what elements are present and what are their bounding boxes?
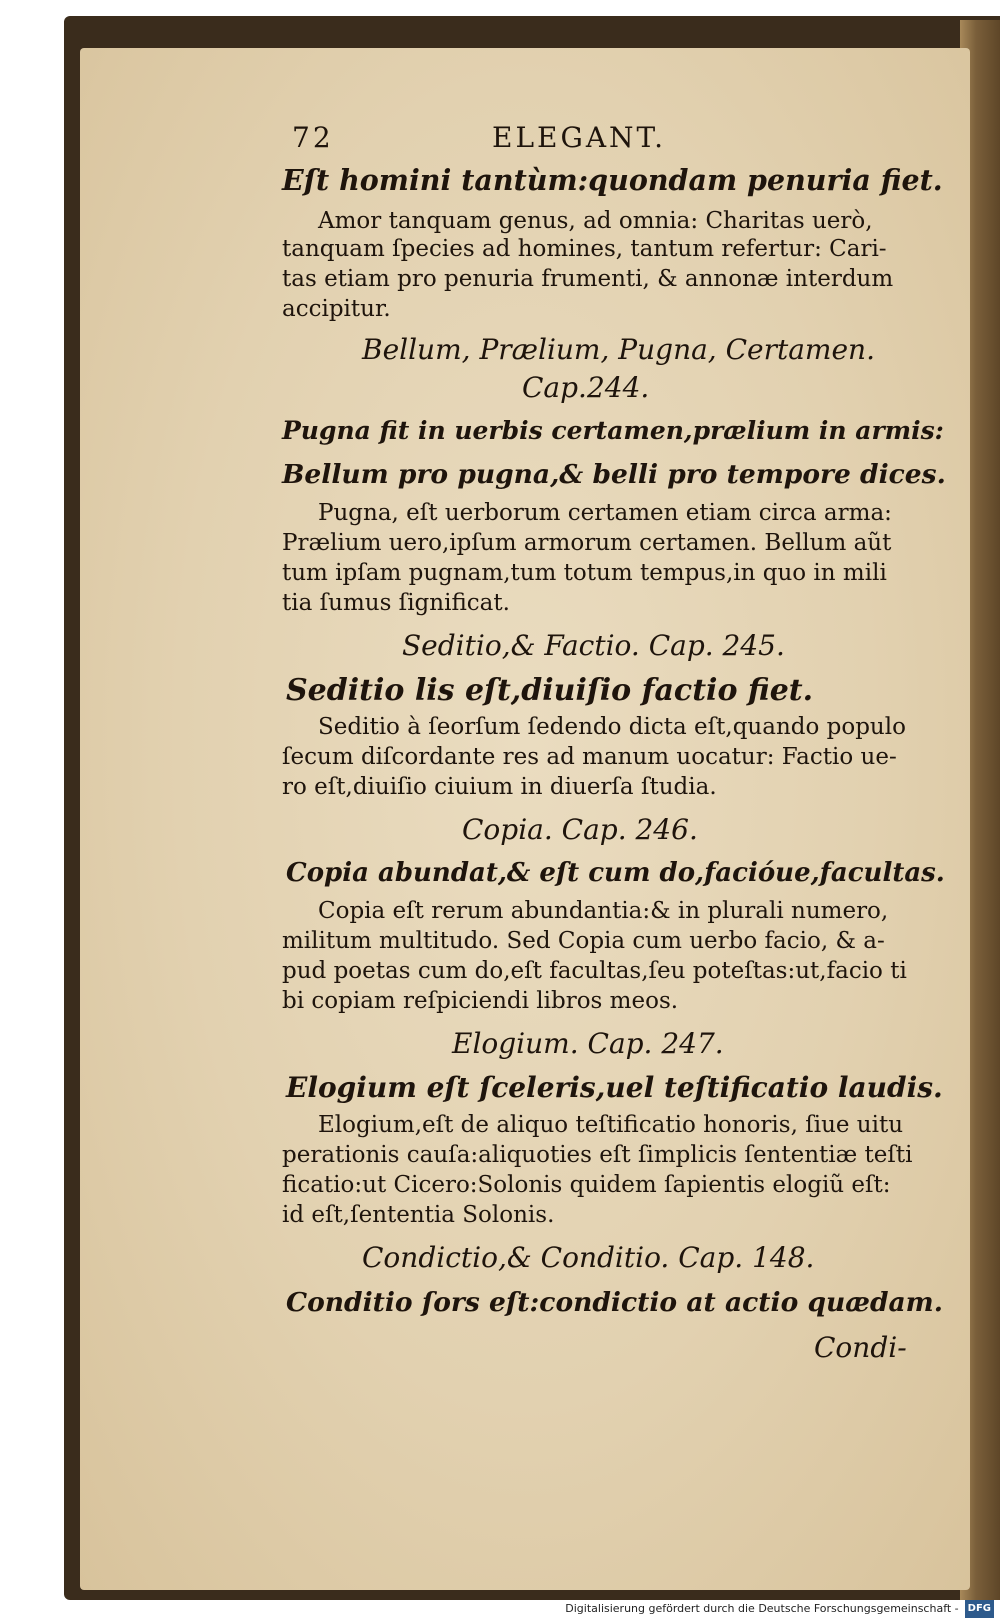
body-line: tia ſumus ſignificat. <box>282 590 510 616</box>
body-line: tum ipſam pugnam,tum totum tempus,in quo in mili <box>282 560 887 586</box>
body-line: ſecum diſcordante res ad manum uocatur: Factio ue- <box>282 744 897 770</box>
dfg-logo: DFG <box>965 1600 994 1618</box>
verse-line: Bellum pro pugna,& belli pro tempore dices. <box>282 459 946 490</box>
body-line: ficatio:ut Cicero:Solonis quidem ſapientis elogiũ eſt: <box>282 1172 891 1198</box>
verse-line: Copia abundat,& eſt cum do,facióue,facultas. <box>286 858 945 888</box>
footer-credit: Digitalisierung gefördert durch die Deutsche Forschungsgemeinschaft - <box>565 1602 959 1615</box>
body-line: tas etiam pro penuria frumenti, & annonæ interdum <box>282 266 894 292</box>
verse-line: Conditio ſors eſt:condictio at actio quædam. <box>286 1287 943 1318</box>
body-line: tanquam ſpecies ad homines, tantum refertur: Cari- <box>282 236 887 262</box>
body-line: Prælium uero,ipſum armorum certamen. Bellum aũt <box>282 530 892 556</box>
section-heading: Condictio,& Conditio. Cap. 148. <box>362 1241 815 1274</box>
verse-line: Eſt homini tantùm:quondam penuria fiet. <box>282 163 943 197</box>
verse-line: Elogium eſt ſceleris,uel teſtificatio laudis. <box>286 1071 943 1104</box>
body-line: ro eſt,diuiſio ciuium in diuerſa ſtudia. <box>282 774 717 800</box>
body-line: bi copiam reſpiciendi libros meos. <box>282 988 679 1014</box>
verse-line: Pugna fit in uerbis certamen,prælium in armis: <box>282 416 944 445</box>
body-line: Amor tanquam genus, ad omnia: Charitas uerò, <box>318 208 873 234</box>
body-line: accipitur. <box>282 296 391 322</box>
page-number: 72 <box>292 121 334 154</box>
body-line: Elogium,eſt de aliquo teſtificatio honoris, ſiue uitu <box>318 1112 904 1138</box>
body-line: Pugna, eſt uerborum certamen etiam circa arma: <box>318 500 892 526</box>
verse-line: Seditio lis eſt,diuiſio factio fiet. <box>286 673 814 708</box>
body-line: id eſt,ſententia Solonis. <box>282 1202 555 1228</box>
body-line: militum multitudo. Sed Copia cum uerbo facio, & a- <box>282 928 885 954</box>
section-heading: Copia. Cap. 246. <box>462 813 698 846</box>
body-line: Seditio à ſeorſum ſedendo dicta eſt,quando populo <box>318 714 906 740</box>
body-line: pud poetas cum do,eſt facultas,ſeu poteſtas:ut,facio ti <box>282 958 907 984</box>
section-heading: Bellum, Prælium, Pugna, Certamen. <box>362 333 875 366</box>
section-heading: Seditio,& Factio. Cap. 245. <box>402 629 785 662</box>
section-heading: Elogium. Cap. 247. <box>452 1027 724 1060</box>
running-title: ELEGANT. <box>492 121 667 154</box>
body-line: perationis cauſa:aliquoties eſt ſimplicis ſententiæ teſti <box>282 1142 913 1168</box>
body-line: Copia eſt rerum abundantia:& in plurali numero, <box>318 898 889 924</box>
chapter-number: Cap.244. <box>522 371 650 404</box>
catchword: Condi- <box>814 1331 907 1364</box>
digitization-footer <box>0 1600 1000 1618</box>
